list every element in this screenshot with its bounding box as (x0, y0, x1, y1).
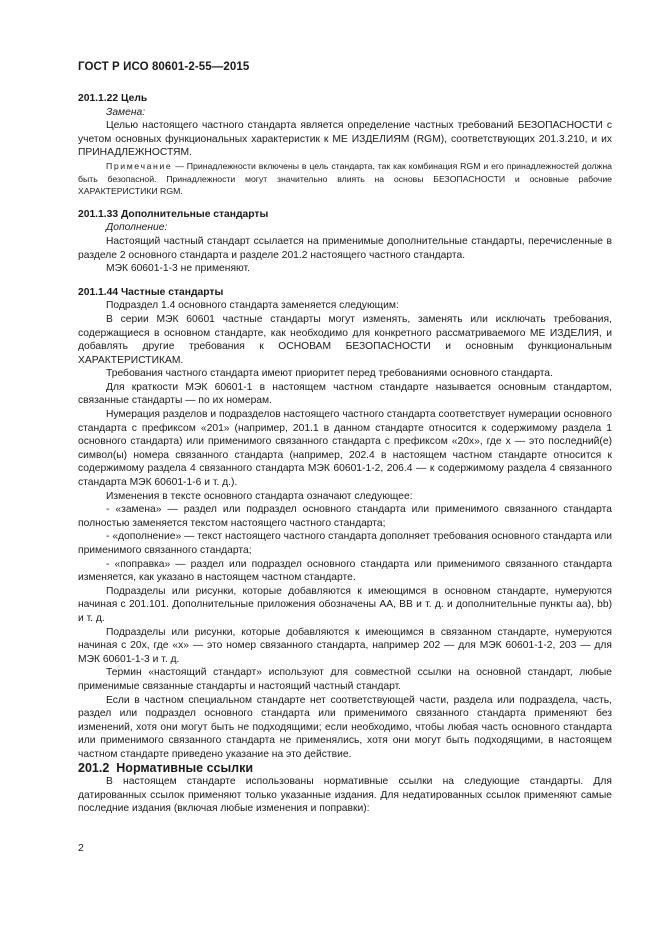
paragraph: Подразделы или рисунки, которые добавляются к имеющимся в основном стандарте, нумеруются начиная с 201.101. Дополнительные приложения обозначены АА, ВВ и т. д. и дополнительные пункты аа), bb) и т. д. (78, 585, 612, 624)
paragraph: Настоящий частный стандарт ссылается на применимые дополнительные стандарты, перечисленные в разделе 2 основного стандарта и разделе 201.2 настоящего частного стандарта. (78, 235, 612, 261)
section-heading: 201.1.44 Частные стандарты (78, 286, 224, 298)
note-text: — Принадлежности включены в цель стандарта, так как комбинация RGM и его принадлежностей должна быть безопасной. Принадлежности могут значительно влиять на основы БЕЗОПАСНОСТИ и основные рабочие ХАРАКТЕРИСТИКИ RGM. (78, 160, 612, 197)
paragraph: Изменения в тексте основного стандарта означают следующее: (106, 490, 413, 502)
paragraph: МЭК 60601-1-3 не применяют. (106, 263, 250, 275)
paragraph: Требования частного стандарта имеют приоритет перед требованиями основного стандарта. (106, 368, 553, 380)
section-title-text: Нормативные ссылки (116, 760, 254, 775)
list-item: - «дополнение» — текст настоящего частного стандарта дополняет требования основного стандарта или применимого связанного стандарта; (78, 531, 612, 556)
section-201-1-22 (78, 92, 612, 198)
section-201-2 (78, 762, 612, 816)
section-heading: 201.1.22 Цель (78, 93, 148, 104)
paragraph: Подразделы или рисунки, которые добавляются к имеющимся в связанном стандарте, нумеруются начиная с 20х, где «х» — это номер связанного стандарта, например 202 — для МЭК 60601-1-2, 203 — для МЭК 60601-1-3 и т. д. (78, 626, 612, 665)
paragraph: Термин «настоящий стандарт» используют для совместной ссылки на основной стандарт, любые применимые связанные стандарты и настоящий частный стандарт. (78, 667, 612, 692)
section-201-1-44 (78, 286, 612, 762)
paragraph: Нумерация разделов и подразделов настоящего частного стандарта соответствует нумерации основного стандарта с префиксом «201» (например, 201.1 в данном стандарте относится к содержимому раздела 1 основного стандарта) или применимого связанного стандарта с префиксом «20х», где х — это последний(е) символ(ы) номера связанного стандарта (например, 202.4 в настоящем частном стандарте относится к содержимому раздела 4 связанного стандарта МЭК 60601-1-2, 206.4 — к содержимому раздела 4 связанного стандарта МЭК 60601-1-6 и т. д.). (78, 409, 612, 489)
paragraph: В настоящем стандарте использованы нормативные ссылки на следующие стандарты. Для датированных ссылок применяют только указанные издания. Для недатированных ссылок применяют самые последние издания (включая любые изменения и поправки): (78, 776, 612, 815)
section-title (78, 762, 612, 776)
note-label: Примечание (106, 160, 173, 171)
note (78, 160, 612, 198)
paragraph: Для краткости МЭК 60601-1 в настоящем частном стандарте называется основным стандартом, связанные стандарты — по их номерам. (78, 381, 612, 407)
section-heading: 201.1.33 Дополнительные стандарты (78, 208, 269, 220)
section-number: 201.2 (78, 760, 110, 775)
list-item: - «поправка» — раздел или подраздел основного стандарта или применимого связанного стандарта изменяется, как указано в настоящем частном стандарте. (78, 558, 612, 584)
section-201-1-33 (78, 208, 612, 276)
paragraph: Подраздел 1.4 основного стандарта заменяется следующим: (106, 300, 399, 312)
document-body (78, 92, 612, 816)
document-header: ГОСТ Р ИСО 80601-2-55—2015 (78, 61, 250, 73)
paragraph: Если в частном специальном стандарте нет соответствующей части, раздела или подраздела, часть, раздел или подраздел основного стандарта или применимого связанного стандарта применяют без изменений, хотя они могут быть не подходящими; если необходимо, чтобы любая часть основного стандарта или применимого связанного стандарта не применялись, хотя они могут быть подходящими, в настоящем частном стандарте приведено указание на это действие. (78, 694, 612, 760)
paragraph: В серии МЭК 60601 частные стандарты могут изменять, заменять или исключать требования, содержащиеся в основном стандарте, как необходимо для конкретного рассматриваемого МЕ ИЗДЕЛИЯ, и добавлять другие требования к ОСНОВАМ БЕЗОПАСНОСТИ и основным функциональным ХАРАКТЕРИСТИКАМ. (78, 313, 612, 366)
section-label: Замена: (106, 106, 146, 118)
paragraph: Целью настоящего частного стандарта является определение частных требований БЕЗОПАСНОСТИ с учетом основных функциональных характеристик к МЕ ИЗДЕЛИЯМ (RGM), соответствующих 201.3.210, и их ПРИНАДЛЕЖНОСТЯМ. (78, 120, 612, 159)
page-number: 2 (78, 842, 84, 854)
list-item: - «замена» — раздел или подраздел основного стандарта или применимого связанного стандарта полностью заменяется текстом настоящего частного стандарта; (78, 504, 612, 529)
section-label: Дополнение: (106, 222, 168, 234)
